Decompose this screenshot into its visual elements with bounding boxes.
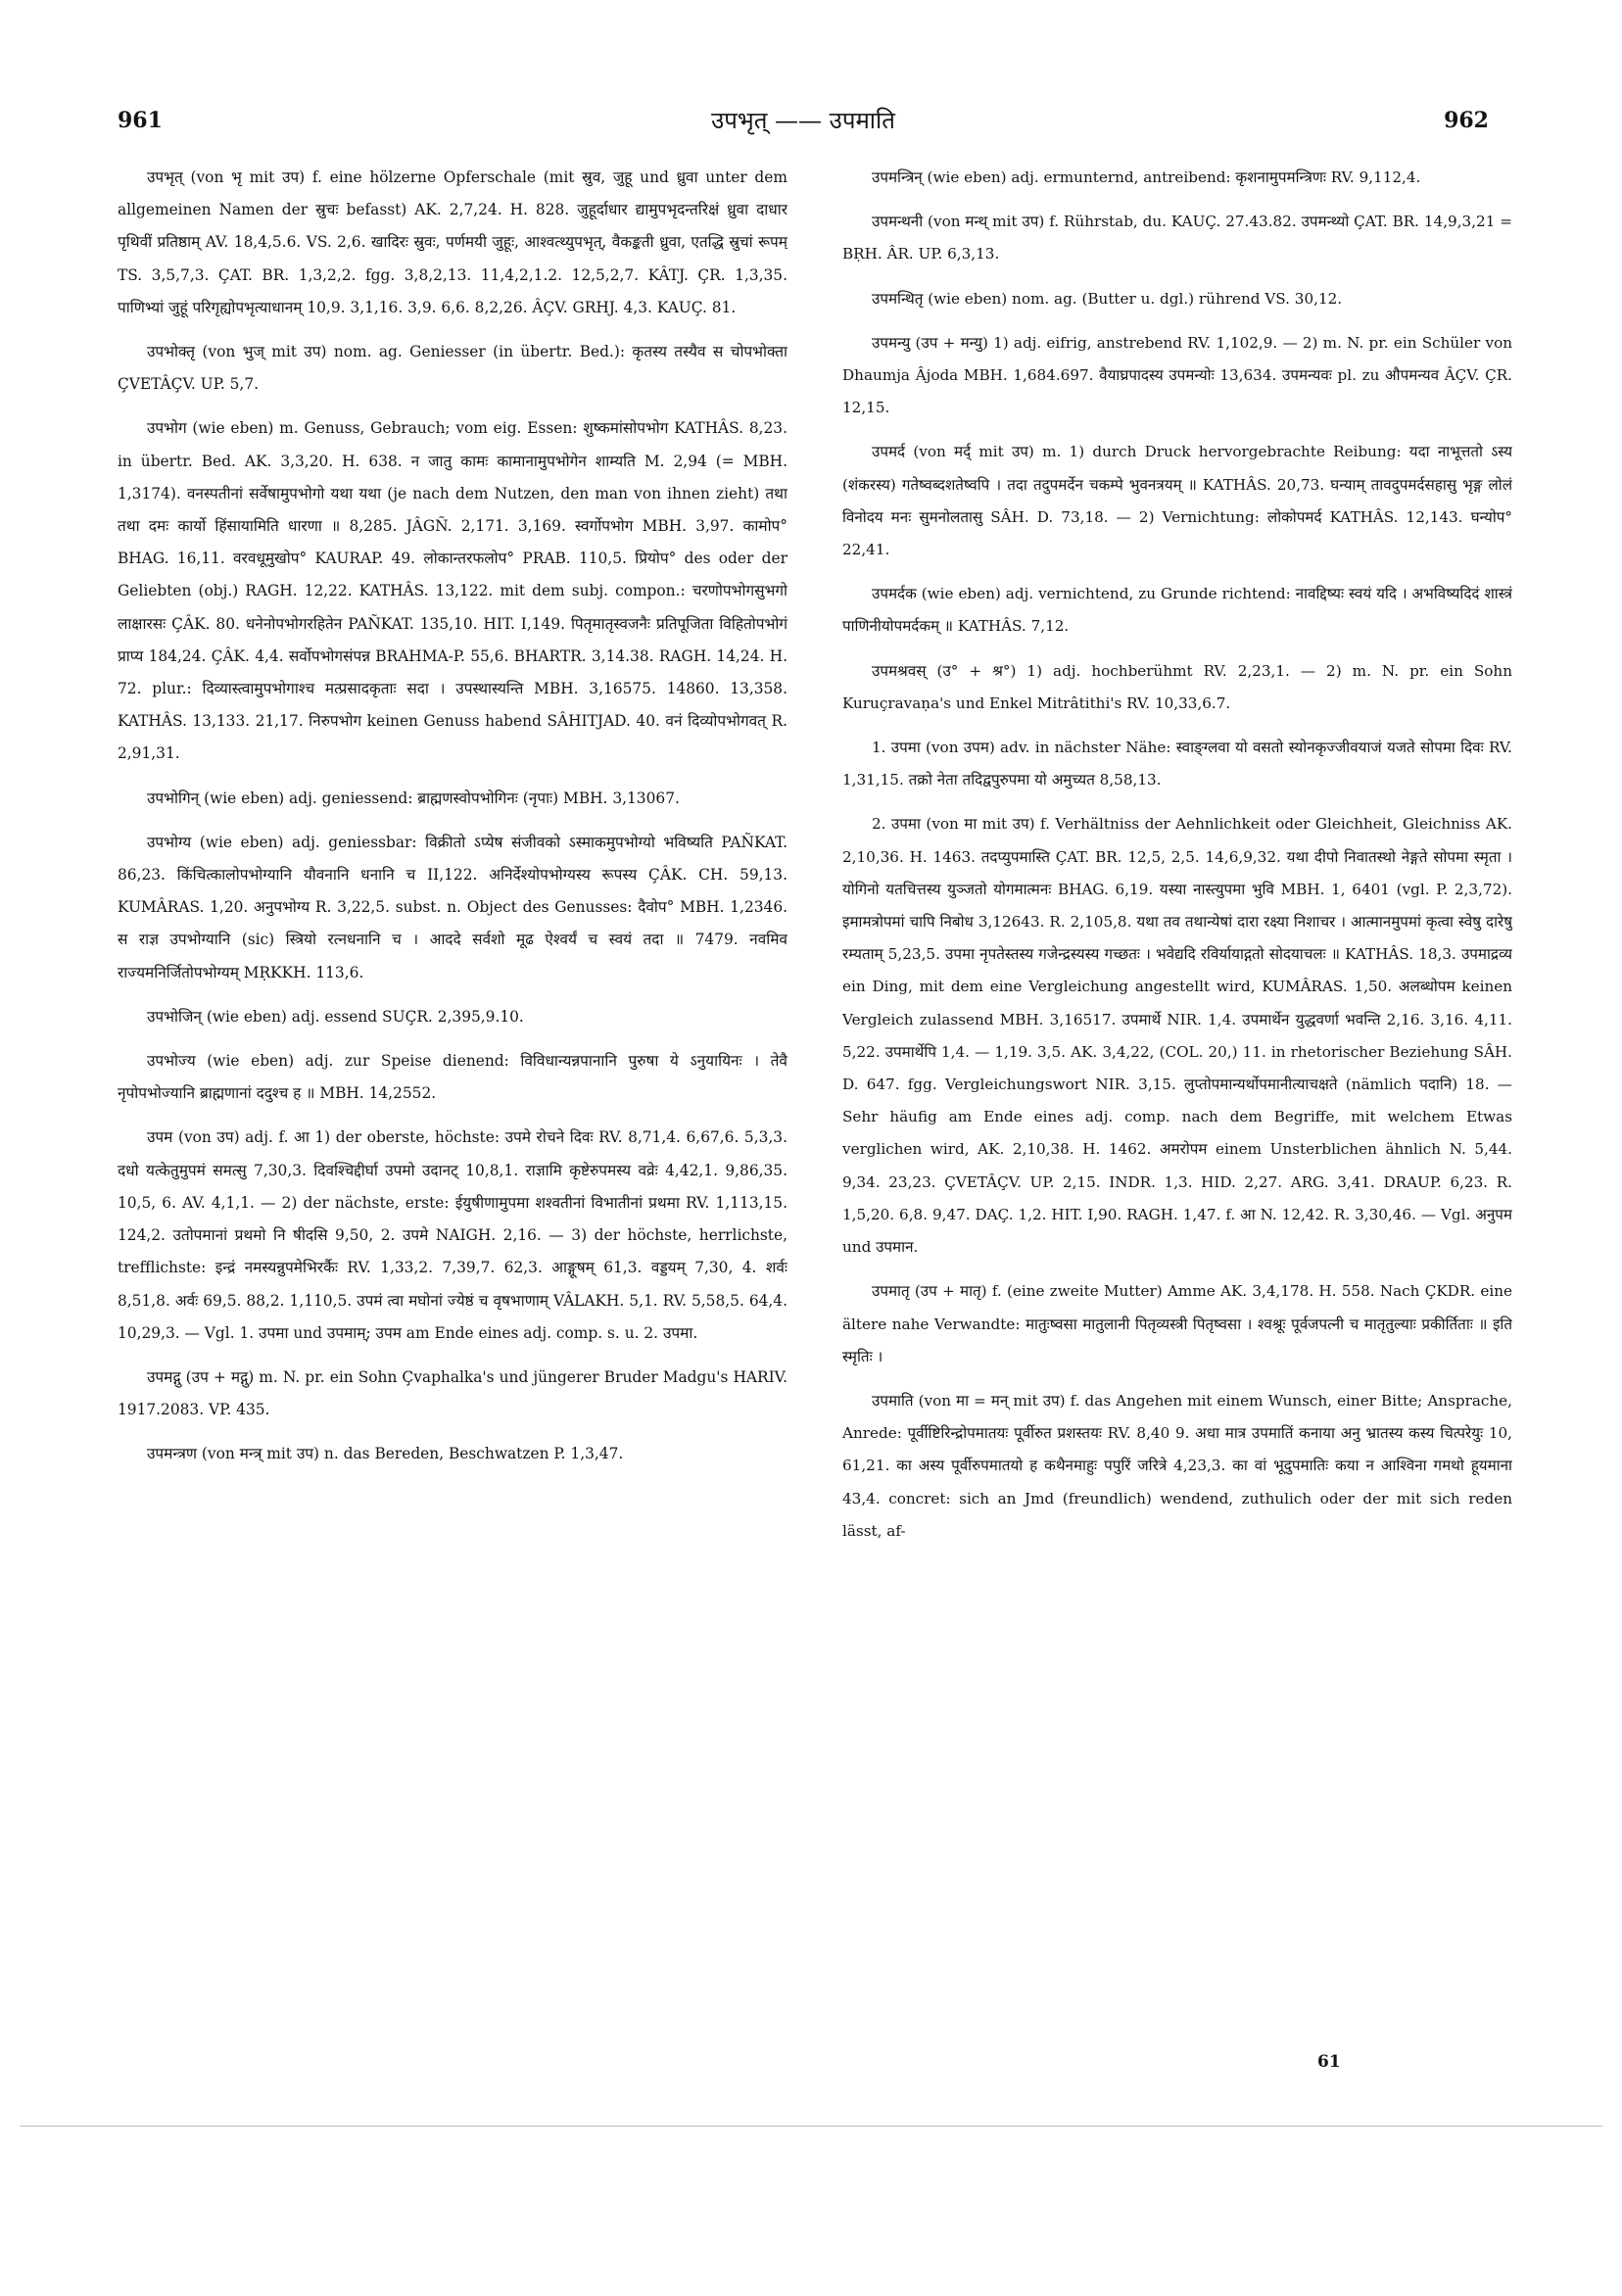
- entry-upamatr: उपमातृ (उप + मातृ) f. (eine zweite Mutter) Amme AK. 3,4,178. H. 558. Nach ÇKDR. eine ältere nahe Verwandte: मातुःष्वसा मातुलानी पितृव्यस्त्री पितृष्वसा । श्वश्रूः पूर्वजपत्नी च मातृतुल्याः प्रकीर्तिताः ॥ इति स्मृतिः ।: [842, 1282, 1512, 1365]
- entry-upamanthani: उपमन्थनी (von मन्थ् mit उप) f. Rührstab, du. KAUÇ. 27.43.82. उपमन्थ्यो ÇAT. BR. 14,9,3,21 = BṚH. ÂR. UP. 6,3,13.: [842, 213, 1512, 263]
- entry-upabhojya: उपभोज्य (wie eben) adj. zur Speise dienend: विविधान्यन्नपानानि पुरुषा ये ऽनुयायिनः । तेवै नृपोपभोज्यानि ब्राह्मणानां ददुश्च ह ॥ MBH. 14,2552.: [118, 1052, 787, 1103]
- bottom-rule: [20, 2126, 1602, 2127]
- entry-upamadgu: उपमद्गु (उप + मद्गु) m. N. pr. ein Sohn Çvaphalka's und jüngerer Bruder Madgu's HARIV. 1917.2083. VP. 435.: [118, 1367, 787, 1419]
- entry-upamanyu: उपमन्यु (उप + मन्यु) 1) adj. eifrig, anstrebend RV. 1,102,9. — 2) m. N. pr. ein Schüler von Dhaumja Âjoda MBH. 1,684.697. वैयाघ्रपादस्य उपमन्योः 13,634. उपमन्यवः pl. zu औपमन्यव ÂÇV. ÇR. 12,15.: [842, 333, 1512, 417]
- entry-upabhogya: उपभोग्य (wie eben) adj. geniessbar: विक्रीतो ऽप्येष संजीवको ऽस्माकमुपभोग्यो भविष्यति PAÑKAT. 86,23. किंचित्कालोपभोग्यानि यौवनानि धनानि च II,122. अनिर्देश्योपभोग्यस्य रूपस्य ÇÂK. CH. 59,13. KUMÂRAS. 1,20. अनुपभोग्य R. 3,22,5. subst. n. Object des Genusses: दैवोप° MBH. 1,2346. स राज्ञ उपभोग्यानि (sic) स्त्रियो रत्नधनानि च । आददे सर्वशो मूढ ऐश्वर्यं च स्वयं तदा ॥ 7479. नवमिव राज्यमनिर्जितोपभोग्यम् MṚKKH. 113,6.: [118, 833, 787, 981]
- page-header: [118, 108, 1489, 151]
- headword-range: उपभृत् —— उपमाति: [711, 107, 895, 134]
- entry-upamardaka: उपमर्दक (wie eben) adj. vernichtend, zu Grunde richtend: नावद्दिष्यः स्वयं यदि । अभविष्यदिदं शास्त्रं पाणिनीयोपमर्दकम् ॥ KATHÂS. 7,12.: [842, 585, 1512, 636]
- entry-upama: उपम (von उप) adj. f. आ 1) der oberste, höchste: उपमे रोचने दिवः RV. 8,71,4. 6,67,6. 5,3,3. दधो यत्केतुमुपमं समत्सु 7,30,3. दिवश्चिद्दीर्घा उपमो उदानट् 10,8,1. राज्ञामि कृष्टेरुपमस्य वव्रेः 4,42,1. 9,86,35. 10,5, 6. AV. 4,1,1. — 2) der nächste, erste: ईयुषीणामुपमा शश्वतीनां विभातीनां प्रथमा RV. 1,113,15. 124,2. उतोपमानां प्रथमो नि षीदसि 9,50, 2. उपमे NAIGH. 2,16. — 3) der höchste, herrlichste, trefflichste: इन्द्रं नमस्यन्नुपमेभिरर्कैः RV. 1,33,2. 7,39,7. 62,3. आङ्गूषम् 61,3. वड्डयम् 7,30, 4. शर्वः 8,51,8. अर्वः 69,5. 88,2. 1,110,5. उपमं त्वा मघोनां ज्येष्ठं च वृषभाणाम् VÂLAKH. 5,1. RV. 5,58,5. 64,4. 10,29,3. — Vgl. 1. उपमा und उपमाम्; उपम am Ende eines adj. comp. s. u. 2. उपमा.: [118, 1128, 787, 1342]
- left-column: [118, 162, 787, 2023]
- entry-upabhogin: उपभोगिन् (wie eben) adj. geniessend: ब्राह्मणस्वोपभोगिनः (नृपाः) MBH. 3,13067.: [147, 789, 680, 807]
- entry-upabhojin: उपभोजिन् (wie eben) adj. essend SUÇR. 2,395,9.10.: [147, 1007, 524, 1026]
- entry-upabhrt: उपभृत् (von भृ mit उप) f. eine hölzerne Opferschale (mit स्रुव, जुहू und ध्रुवा unter dem allgemeinen Namen der स्रुचः befasst) AK. 2,7,24. H. 828. जुहूर्दाधार द्यामुपभृदन्तरिक्षं ध्रुवा दाधार पृथिवीं प्रतिष्ठाम् AV. 18,4,5.6. VS. 2,6. खादिरः स्रुवः, पर्णमयी जुहूः, आश्वत्थ्युपभृत्, वैकङ्कती ध्रुवा, एतद्धि स्रुचां रूपम् TS. 3,5,7,3. ÇAT. BR. 1,3,2,2. fgg. 3,8,2,13. 11,4,2,1.2. 12,5,2,7. KÂTJ. ÇR. 1,3,35. पाणिभ्यां जुहूं परिगृह्योपभृत्याधानम् 10,9. 3,1,16. 3,9. 6,6. 8,2,26. ÂÇV. GRHJ. 4,3. KAUÇ. 81.: [118, 168, 787, 316]
- entry-upama-f: 2. उपमा (von मा mit उप) f. Verhältniss der Aehnlichkeit oder Gleichheit, Gleichniss AK. 2,10,36. H. 1463. तदप्युपमास्ति ÇAT. BR. 12,5, 2,5. 14,6,9,32. यथा दीपो निवातस्थो नेङ्गते सोपमा स्मृता । योगिनो यतचित्तस्य युञ्जतो योगमात्मनः BHAG. 6,19. यस्या नास्त्युपमा भुवि MBH. 1, 6401 (vgl. P. 2,3,72). इमामत्रोपमां चापि निबोध 3,12643. R. 2,105,8. यथा तव तथान्येषां दारा रक्ष्या निशाचर । आत्मानमुपमां कृत्वा स्वेषु दारेषु रम्यताम् 5,23,5. उपमा नृपतेस्तस्य गजेन्द्रस्यस्य गच्छतः । भवेद्यदि रविर्यायाद्गतो सोदयाचलः ॥ KATHÂS. 18,3. उपमाद्रव्य ein Ding, mit dem eine Vergleichung angestellt wird, KUMÂRAS. 1,50. अलब्धोपम keinen Vergleich zulassend MBH. 3,16517. उपमार्थे NIR. 1,4. उपमार्थेन युद्धवर्णा भवन्ति 2,16. 3,16. 4,11. 5,22. उपमार्थेपि 1,4. — 1,19. 3,5. AK. 3,4,22, (COL. 20,) 11. in rhetorischer Beziehung SÂH. D. 647. fgg. Vergleichungswort NIR. 3,15. लुप्तोपमान्यर्थोपमानीत्याचक्षते (nämlich पदानि) 18. — Sehr häufig am Ende eines adj. comp. nach dem Begriffe, mit welchem Etwas verglichen wird, AK. 2,10,38. H. 1462. अमरोपम einem Unsterblichen ähnlich N. 5,44. 9,34. 23,23. ÇVETÂÇV. UP. 2,15. INDR. 1,3. HID. 2,27. ARG. 3,41. DRAUP. 6,23. R. 1,5,20. 6,8. 9,47. DAÇ. 1,2. HIT. I,90. RAGH. 1,47. f. आ N. 12,42. R. 3,30,46. — Vgl. अनुपम und उपमान.: [842, 815, 1512, 1257]
- entry-upamati: उपमाति (von मा = मन् mit उप) f. das Angehen mit einem Wunsch, einer Bitte; Ansprache, Anrede: पूर्वीष्टिरिन्द्रोपमातयः पूर्वीरुत प्रशस्तयः RV. 8,40 9. अधा मात्र उपमातिं कनाया अनु भ्रातस्य कस्य चित्परेयुः 10, 61,21. का अस्य पूर्वीरुपमातयो ह कथैनमाहुः पपुरिं जरित्रे 4,23,3. का वां भूदुपमातिः कया न आश्विना गमथो हूयमाना 43,4. concret: sich an Jmd (freundlich) wendend, zuthulich oder der mit sich reden lässt, af-: [842, 1391, 1512, 1540]
- entry-upamanthitr: उपमन्थितृ (wie eben) nom. ag. (Butter u. dgl.) rührend VS. 30,12.: [872, 289, 1343, 308]
- entry-upamantrana: उपमन्त्रण (von मन्त्र् mit उप) n. das Bereden, Beschwatzen P. 1,3,47.: [147, 1445, 624, 1463]
- signature-mark: 61: [1317, 2052, 1341, 2072]
- right-column: [842, 162, 1512, 2023]
- page-number-right: 962: [1444, 108, 1489, 133]
- entry-upabhoktr: उपभोक्तृ (von भुज् mit उप) nom. ag. Geniesser (in übertr. Bed.): कृतस्य तस्यैव स चोपभोक्ता ÇVETÂÇV. UP. 5,7.: [118, 343, 787, 394]
- page-number-left: 961: [118, 108, 163, 133]
- entry-upamasravas: उपमश्रवस् (उ° + श्र°) 1) adj. hochberühmt RV. 2,23,1. — 2) m. N. pr. ein Sohn Kuruçravaṇa's und Enkel Mitrâtithi's RV. 10,33,6.7.: [842, 661, 1512, 712]
- entry-upamantrin: उपमन्त्रिन् (wie eben) adj. ermunternd, antreibend: कृशनामुपमन्त्रिणः RV. 9,112,4.: [872, 168, 1421, 186]
- entry-upamarda: उपमर्द (von मर्द् mit उप) m. 1) durch Druck hervorgebrachte Reibung: यदा नाभूत्ततो ऽस्य (शंकरस्य) गतेष्वब्दशतेष्वपि । तदा तदुपमर्देन चकम्पे भुवनत्रयम् ॥ KATHÂS. 20,73. घन्याम् तावदुपमर्दसहासु भृङ्ग लोलं विनोदय मनः सुमनोलतासु SÂH. D. 73,18. — 2) Vernichtung: लोकोपमर्द KATHÂS. 12,143. घन्योप° 22,41.: [842, 443, 1512, 559]
- entry-upabhoga: उपभोग (wie eben) m. Genuss, Gebrauch; vom eig. Essen: शुष्कमांसोपभोग KATHÂS. 8,23. in übertr. Bed. AK. 3,3,20. H. 638. न जातु कामः कामानामुपभोगेन शाम्यति M. 2,94 (= MBH. 1,3174). वनस्पतीनां सर्वेषामुपभोगो यथा यथा (je nach dem Nutzen, den man von ihnen zieht) तथा तथा दमः कार्यो हिंसायामिति धारणा ॥ 8,285. JÂGÑ. 2,171. 3,169. स्वर्गोपभोग MBH. 3,97. कामोप° BHAG. 16,11. वरवधूमुखोप° KAURAP. 49. लोकान्तरफलोप° PRAB. 110,5. प्रियोप° des oder der Geliebten (obj.) RAGH. 12,22. KATHÂS. 13,122. mit dem subj. compon.: चरणोपभोगसुभगो लाक्षारसः ÇÂK. 80. धनेनोपभोगरहितेन PAÑKAT. 135,10. HIT. I,149. पितृमातृस्वजनैः प्रतिपूजिता विहितोपभोगं प्राप्य 184,24. ÇÂK. 4,4. सर्वोपभोगसंपन्न BRAHMA-P. 55,6. BHARTR. 3,14.38. RAGH. 14,24. H. 72. plur.: दिव्यास्त्वामुपभोगाश्च मत्प्रसादकृताः सदा । उपस्थास्यन्ति MBH. 3,16575. 14860. 13,358. KATHÂS. 13,133. 21,17. निरुपभोग keinen Genuss habend SÂHITJAD. 40. वनं दिव्योपभोगवत् R. 2,91,31.: [118, 419, 787, 763]
- entry-upama-adv: 1. उपमा (von उपम) adv. in nächster Nähe: स्वाङ्ग्लवा यो वसतो स्योनकृज्जीवयाजं यजते सोपमा दिवः RV. 1,31,15. तक्रो नेता तदिद्वपुरुपमा यो अमुच्यत 8,58,13.: [842, 739, 1512, 789]
